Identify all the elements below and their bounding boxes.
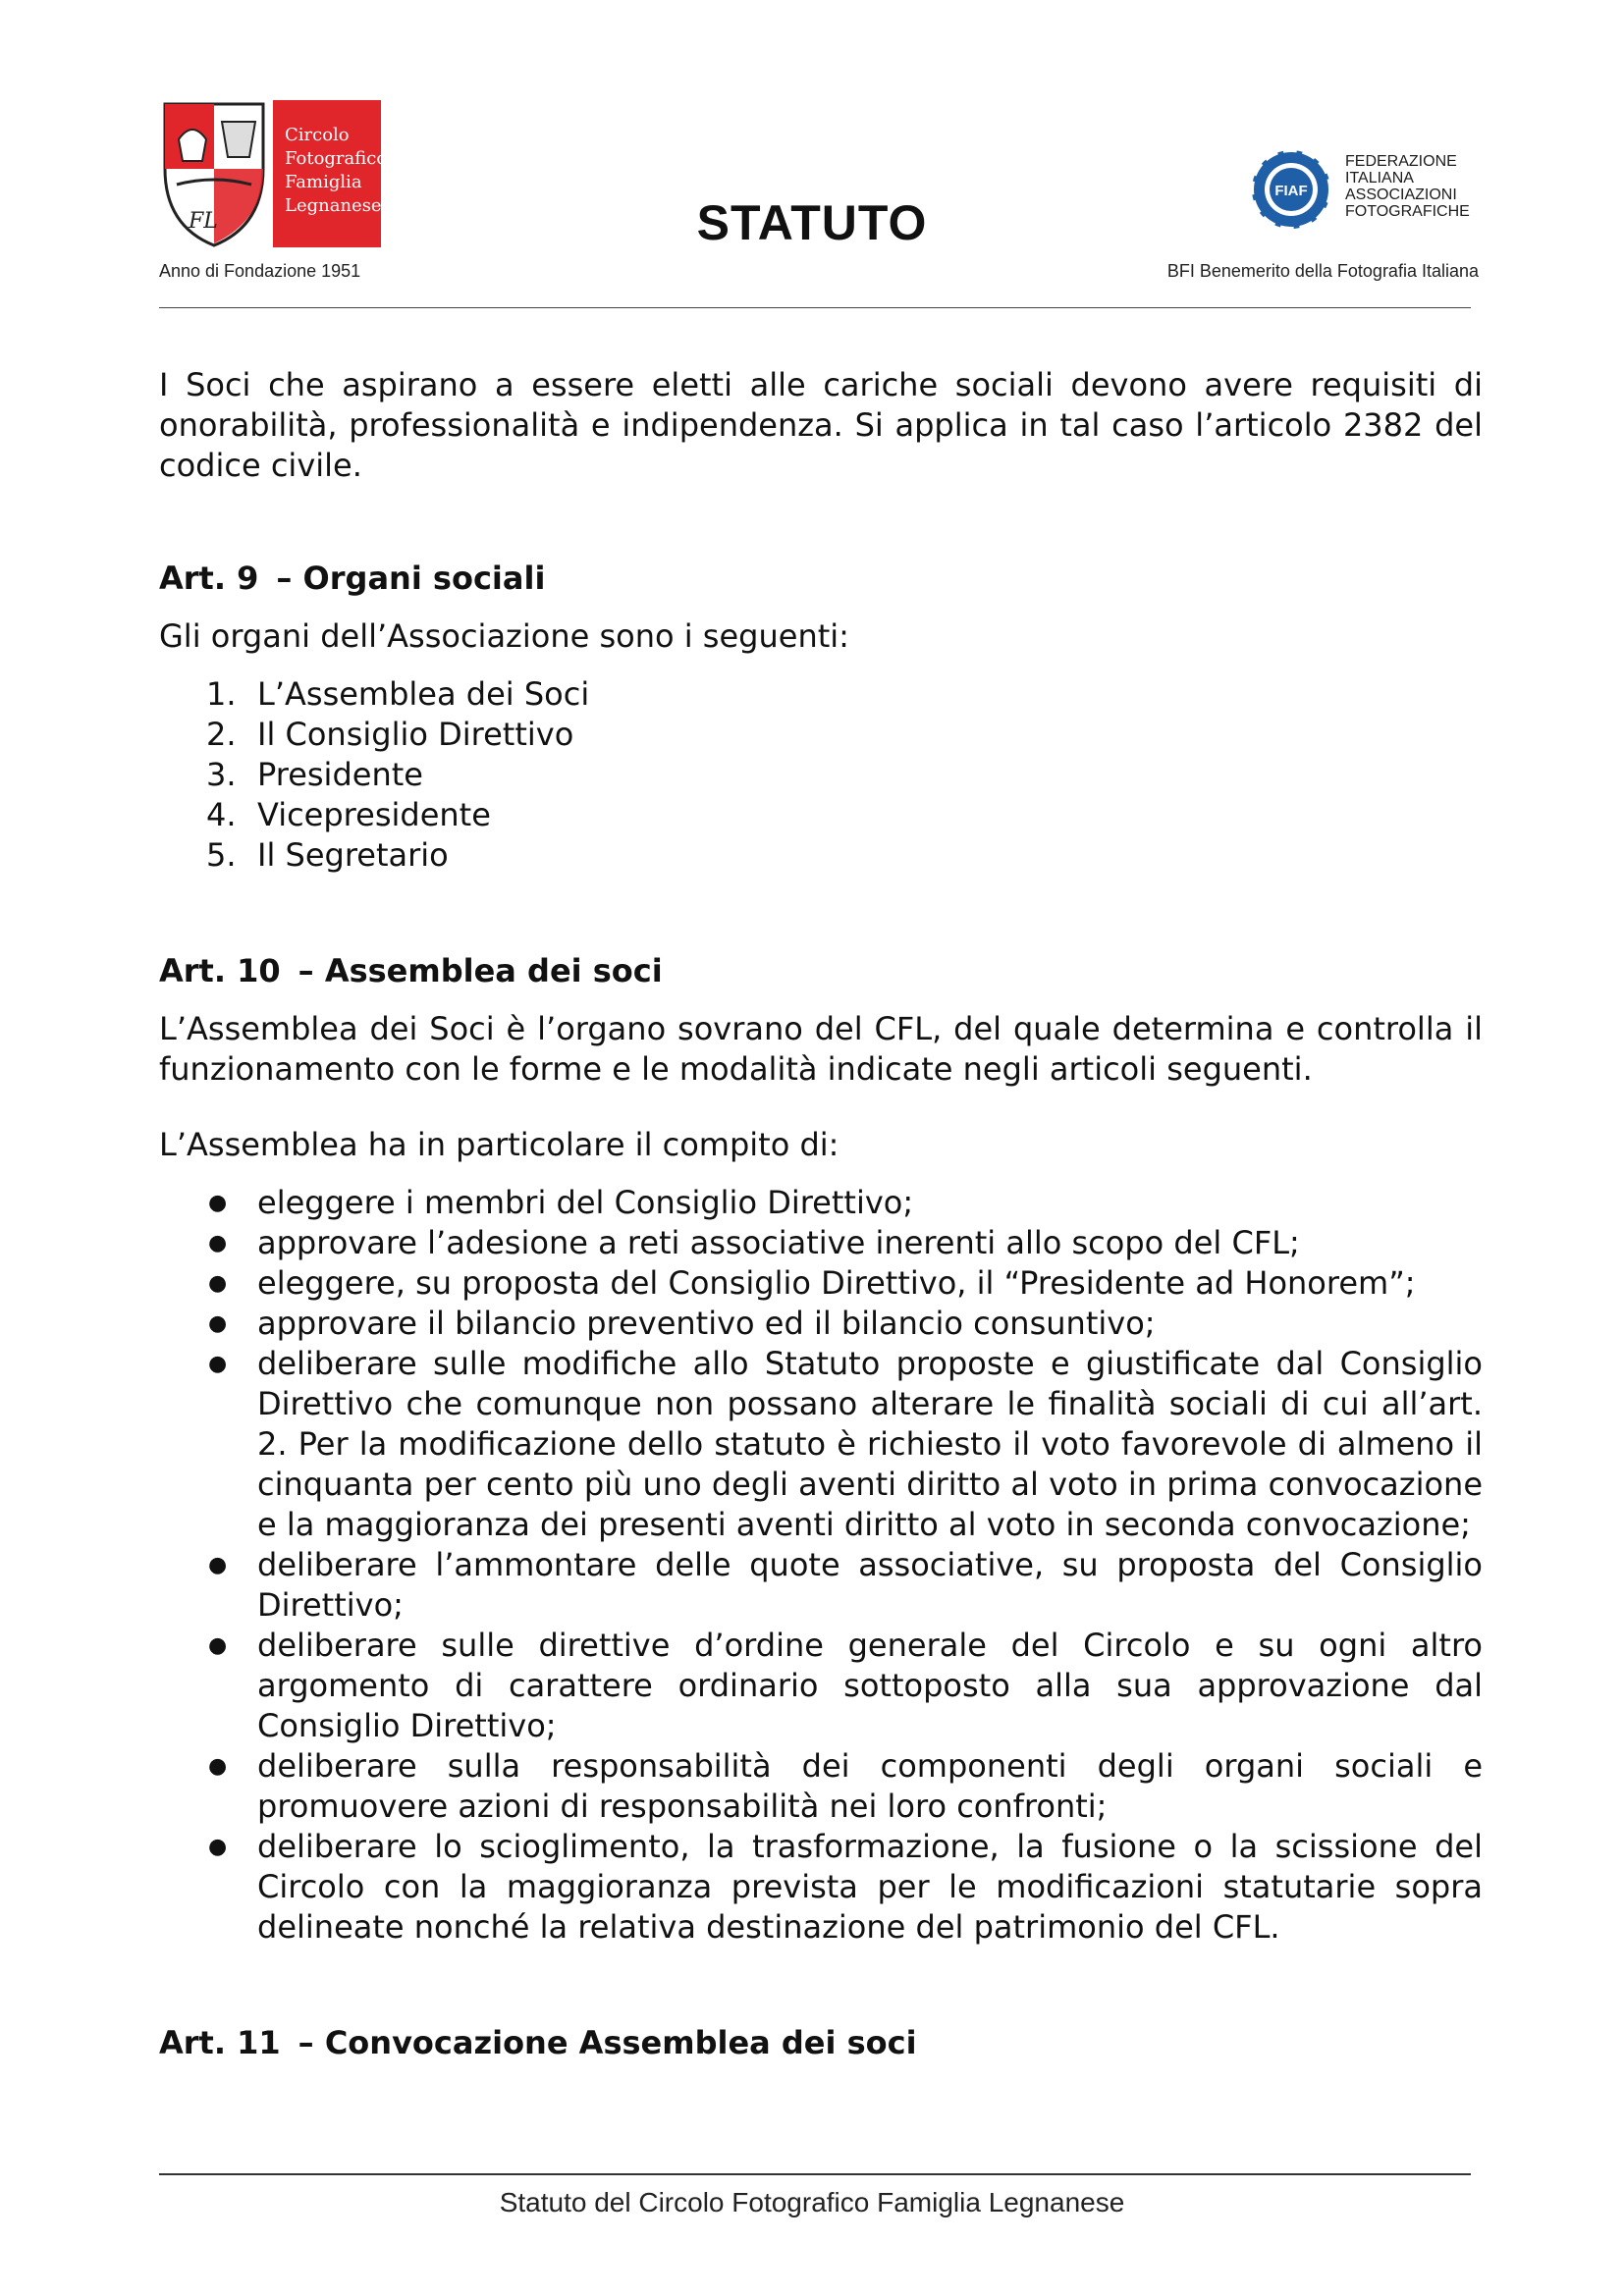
art10-paragraph: L’Assemblea dei Soci è l’organo sovrano del CFL, del quale determina e controlla il funzionamento con le forme e le modalità indicate negli articoli seguenti. — [159, 1010, 1483, 1088]
list-item: ● deliberare sulle modifiche allo Statuto proposte e giustificate dal Consiglio Direttivo che comunque non possano alterare le finalità sociali di cui all’art. 2. Per la modificazione dello statuto è richiesto il voto favorevole di almeno il cinquanta per cento più uno degli aventi diritto al voto in prima convocazione e la maggioranza dei presenti aventi diritto al voto in seconda convocazione; — [208, 1345, 1483, 1543]
bullet-icon: ● — [208, 1231, 228, 1255]
fiaf-name-line: ITALIANA — [1345, 170, 1414, 187]
fiaf-name — [1345, 153, 1470, 220]
list-item: ● deliberare sulla responsabilità dei componenti degli organi sociali e promuovere azioni di responsabilità nei loro confronti; — [208, 1747, 1483, 1825]
list-item: 2. Il Consiglio Direttivo — [206, 716, 574, 753]
art9-number: Art. 9 — [159, 560, 259, 597]
foundation-caption: Anno di Fondazione 1951 — [159, 261, 361, 281]
art10-lead: L’Assemblea ha in particolare il compito di: — [159, 1126, 839, 1163]
bullet-icon: ● — [208, 1553, 228, 1577]
list-item: ● approvare il bilancio preventivo ed il bilancio consuntivo; — [208, 1305, 1156, 1342]
list-item: 3. Presidente — [206, 756, 423, 793]
footer-divider — [159, 2173, 1471, 2175]
bullet-icon: ● — [208, 1352, 228, 1376]
fiaf-logo — [1247, 145, 1483, 234]
cfl-monogram: FL — [189, 209, 218, 234]
list-item: 5. Il Segretario — [206, 836, 449, 874]
bullet-icon: ● — [208, 1835, 228, 1859]
list-item: ● approvare l’adesione a reti associative inerenti allo scopo del CFL; — [208, 1224, 1300, 1261]
fiaf-name-line: FEDERAZIONE — [1345, 153, 1457, 170]
organs-list — [206, 674, 1483, 876]
fiaf-name-line: ASSOCIAZIONI — [1345, 187, 1457, 203]
art10-title: – Assemblea dei soci — [298, 952, 663, 989]
header-divider — [159, 307, 1471, 308]
footer-text: Statuto del Circolo Fotografico Famiglia Legnanese — [499, 2187, 1125, 2217]
list-item: ● eleggere, su proposta del Consiglio Direttivo, il “Presidente ad Honorem”; — [208, 1264, 1416, 1302]
document-title: STATUTO — [696, 195, 928, 250]
bullet-icon: ● — [208, 1754, 228, 1779]
art9-lead: Gli organi dell’Associazione sono i seguenti: — [159, 617, 849, 655]
art9-title: – Organi sociali — [276, 560, 546, 597]
fiaf-name-line: FOTOGRAFICHE — [1345, 203, 1470, 220]
list-item: ● deliberare sulle direttive d’ordine generale del Circolo e su ogni altro argomento di carattere ordinario sottoposto alla sua approvazione dal Consiglio Direttivo; — [208, 1627, 1483, 1744]
list-item: ● deliberare lo scioglimento, la trasformazione, la fusione o la scissione del Circolo con la maggioranza prevista per le modificazioni statutarie sopra delineate nonché la relativa destinazione del patrimonio del CFL. — [208, 1828, 1483, 1946]
art9-heading — [159, 559, 1483, 599]
list-item: ● eleggere i membri del Consiglio Direttivo; — [208, 1184, 914, 1221]
fiaf-aperture-icon — [1247, 145, 1335, 234]
document-body — [159, 365, 1483, 2063]
list-item: 1. L’Assemblea dei Soci — [206, 675, 590, 713]
cfl-name-line: Fotografico — [285, 148, 388, 169]
bfi-caption: BFI Benemerito della Fotografia Italiana — [1166, 261, 1479, 281]
bullet-icon: ● — [208, 1191, 228, 1215]
bullet-icon: ● — [208, 1311, 228, 1336]
cfl-name-line: Circolo — [285, 125, 350, 145]
assembly-tasks-list — [159, 1183, 1483, 1948]
fiaf-badge: FIAF — [1274, 183, 1308, 199]
art10-heading — [159, 951, 1483, 991]
cfl-name-line: Famiglia — [285, 172, 362, 192]
cfl-name-line: Legnanese — [285, 195, 382, 216]
art11-title: – Convocazione Assemblea dei soci — [298, 2024, 917, 2061]
bullet-icon: ● — [208, 1271, 228, 1296]
list-item: ● deliberare l’ammontare delle quote associative, su proposta del Consiglio Direttivo; — [208, 1546, 1483, 1624]
art11-heading — [159, 2023, 1483, 2063]
list-item: 4. Vicepresidente — [206, 796, 491, 833]
intro-paragraph: I Soci che aspirano a essere eletti alle cariche sociali devono avere requisiti di onorabilità, professionalità e indipendenza. Si applica in tal caso l’articolo 2382 del codice civile. — [159, 366, 1483, 484]
bullet-icon: ● — [208, 1633, 228, 1658]
art10-number: Art. 10 — [159, 952, 281, 989]
art11-number: Art. 11 — [159, 2024, 281, 2061]
